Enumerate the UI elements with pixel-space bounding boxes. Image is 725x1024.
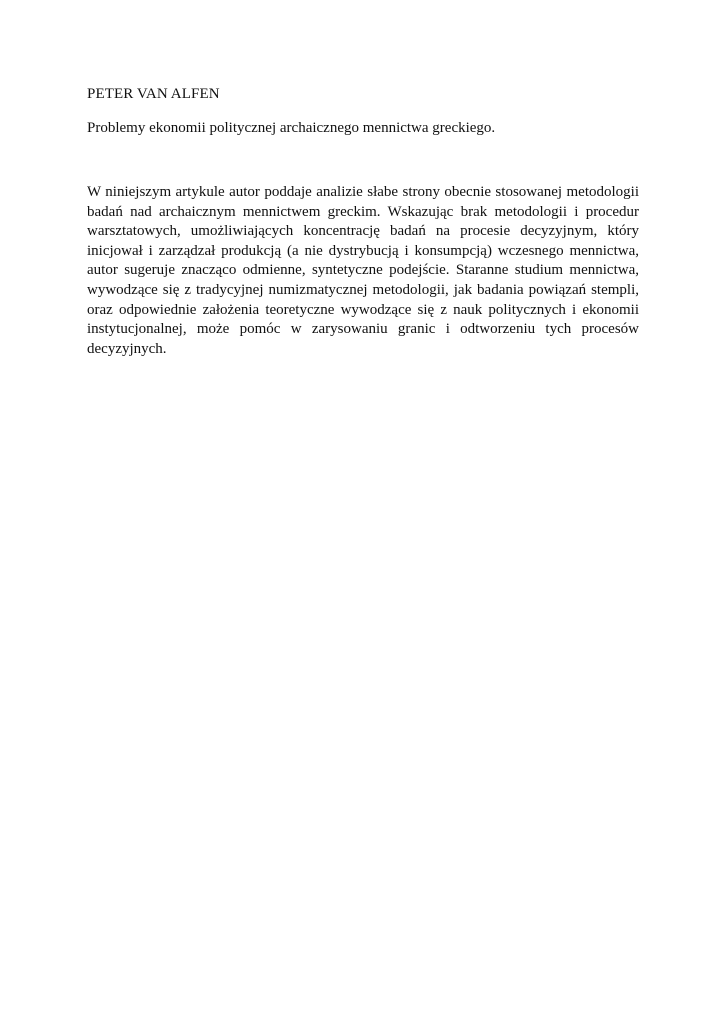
abstract-paragraph: W niniejszym artykule autor poddaje analizie słabe strony obecnie stosowanej metodologii badań nad archaicznym mennictwem greckim. Wskazując brak metodologii i procedur warsztatowych, umożliwiających koncentrację badań na procesie decyzyjnym, który inicjował i zarządzał produkcją (a nie dystrybucją i konsumpcją) wczesnego mennictwa, autor sugeruje znacząco odmienne, syntetyczne podejście. Staranne studium mennictwa, wywodzące się z tradycyjnej numizmatycznej metodologii, jak badania powiązań stempli, oraz odpowiednie założenia teoretyczne wywodzące się z nauk politycznych i ekonomii instytucjonalnej, może pomóc w zarysowaniu granic i odtworzeniu tych procesów decyzyjnych.: [87, 184, 639, 357]
article-title: Problemy ekonomii politycznej archaicznego mennictwa greckiego.: [87, 120, 496, 136]
author-name: PETER VAN ALFEN: [87, 86, 220, 102]
